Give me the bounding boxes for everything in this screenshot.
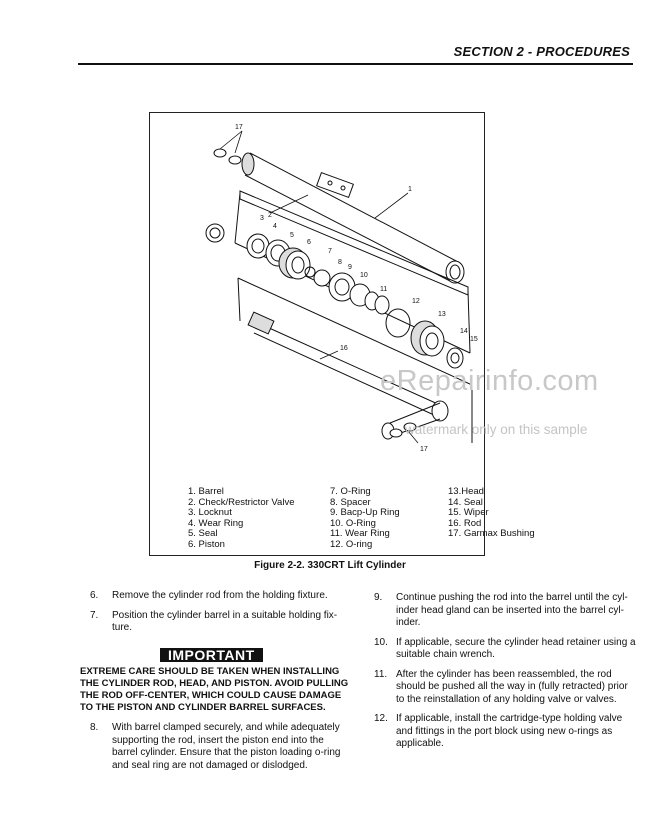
- part-item: 15. Wiper: [448, 507, 489, 518]
- step-text: Position the cylinder barrel in a suitable holding fix-ture.: [112, 609, 338, 633]
- step-item: [364, 637, 636, 662]
- watermark-note: watermark only on this sample: [405, 422, 588, 437]
- callout-10: 10: [360, 272, 368, 279]
- part-item: 3. Locknut: [188, 507, 232, 518]
- header-rule: [78, 63, 633, 65]
- step-number: 6.: [90, 590, 99, 601]
- callout-7: 7: [328, 248, 332, 255]
- step-number: 8.: [90, 722, 99, 733]
- left-column: [80, 590, 350, 779]
- parts-column-2: [330, 487, 400, 550]
- step-number: 9.: [374, 592, 383, 603]
- part-item: 11. Wear Ring: [330, 528, 390, 539]
- step-text: After the cylinder has been reassembled, the rod should be pushed all the way in (fully retracted) prior to the reinstallation of any holding valve or valves.: [396, 668, 628, 705]
- callout-16: 16: [340, 345, 348, 352]
- watermark-brand: eRepairinfo.com: [380, 365, 599, 397]
- callout-8: 8: [338, 259, 342, 266]
- part-item: 12. O-ring: [330, 538, 373, 550]
- part-item: 5. Seal: [188, 528, 218, 539]
- step-text: Remove the cylinder rod from the holding fixture.: [112, 590, 328, 601]
- warning-text: EXTREME CARE SHOULD BE TAKEN WHEN INSTALLING THE CYLINDER ROD, HEAD, AND PISTON. AVOID PULLING THE ROD OFF-CENTER, WHICH COULD CAUSE DAMAGE TO THE PISTON AND CYLINDER BARREL SURFACES.: [80, 666, 349, 713]
- part-item: 6. Piston: [188, 538, 225, 550]
- step-item: [364, 669, 636, 707]
- step-text: If applicable, secure the cylinder head retainer using a suitable chain wrench.: [396, 636, 636, 660]
- step-number: 11.: [374, 668, 388, 680]
- part-item: 17. Garmax Bushing: [448, 528, 535, 539]
- part-item: 7. O-Ring: [330, 486, 371, 497]
- part-item: 9. Bacp-Up Ring: [330, 507, 400, 518]
- important-badge: IMPORTANT: [160, 648, 263, 663]
- figure-caption: Figure 2-2. 330CRT Lift Cylinder: [254, 560, 406, 571]
- callout-5: 5: [290, 232, 294, 239]
- callout-14: 14: [460, 328, 468, 335]
- step-text: Continue pushing the rod into the barrel until the cyl-inder head gland can be inserted into the barrel cyl-inder.: [396, 592, 628, 628]
- callout-11: 11: [380, 286, 388, 293]
- callout-9: 9: [348, 264, 352, 271]
- step-item: [364, 713, 636, 751]
- callout-17-bottom: 17: [420, 446, 428, 453]
- step-text: With barrel clamped securely, and while adequately supporting the rod, insert the piston end into the barrel cylinder. Ensure that the piston loading o-ring and seal ring are not damaged or dislodged.: [112, 722, 341, 771]
- part-item: 13.Head: [448, 486, 484, 497]
- part-item: 10. O-Ring: [330, 517, 376, 529]
- parts-column-1: [188, 487, 294, 550]
- callout-1: 1: [408, 186, 412, 193]
- part-item: 16. Rod: [448, 517, 482, 529]
- callout-15: 15: [470, 336, 478, 343]
- callout-12: 12: [412, 298, 420, 305]
- callout-17-top: 17: [235, 124, 243, 131]
- step-item: [80, 590, 350, 603]
- callout-4: 4: [273, 223, 277, 230]
- page-header: SECTION 2 - PROCEDURES: [453, 44, 630, 59]
- callout-3: 3: [260, 215, 264, 222]
- part-item: 14. Seal: [448, 496, 483, 508]
- step-item: [364, 592, 636, 630]
- callout-13: 13: [438, 311, 446, 318]
- step-item: [80, 722, 350, 772]
- part-item: 1. Barrel: [188, 486, 224, 497]
- right-column: [364, 592, 636, 758]
- step-number: 10.: [374, 636, 388, 648]
- callout-6: 6: [307, 239, 311, 246]
- part-item: 2. Check/Restrictor Valve: [188, 496, 295, 508]
- step-text: If applicable, install the cartridge-type holding valve and fittings in the port block using new o-rings as applicable.: [396, 713, 623, 749]
- seal-stack: [206, 224, 463, 368]
- step-item: [80, 610, 350, 635]
- part-item: 4. Wear Ring: [188, 517, 244, 529]
- callout-2: 2: [268, 212, 272, 219]
- step-number: 12.: [374, 713, 388, 724]
- parts-column-3: [448, 487, 535, 540]
- part-item: 8. Spacer: [330, 496, 371, 508]
- step-number: 7.: [90, 609, 99, 621]
